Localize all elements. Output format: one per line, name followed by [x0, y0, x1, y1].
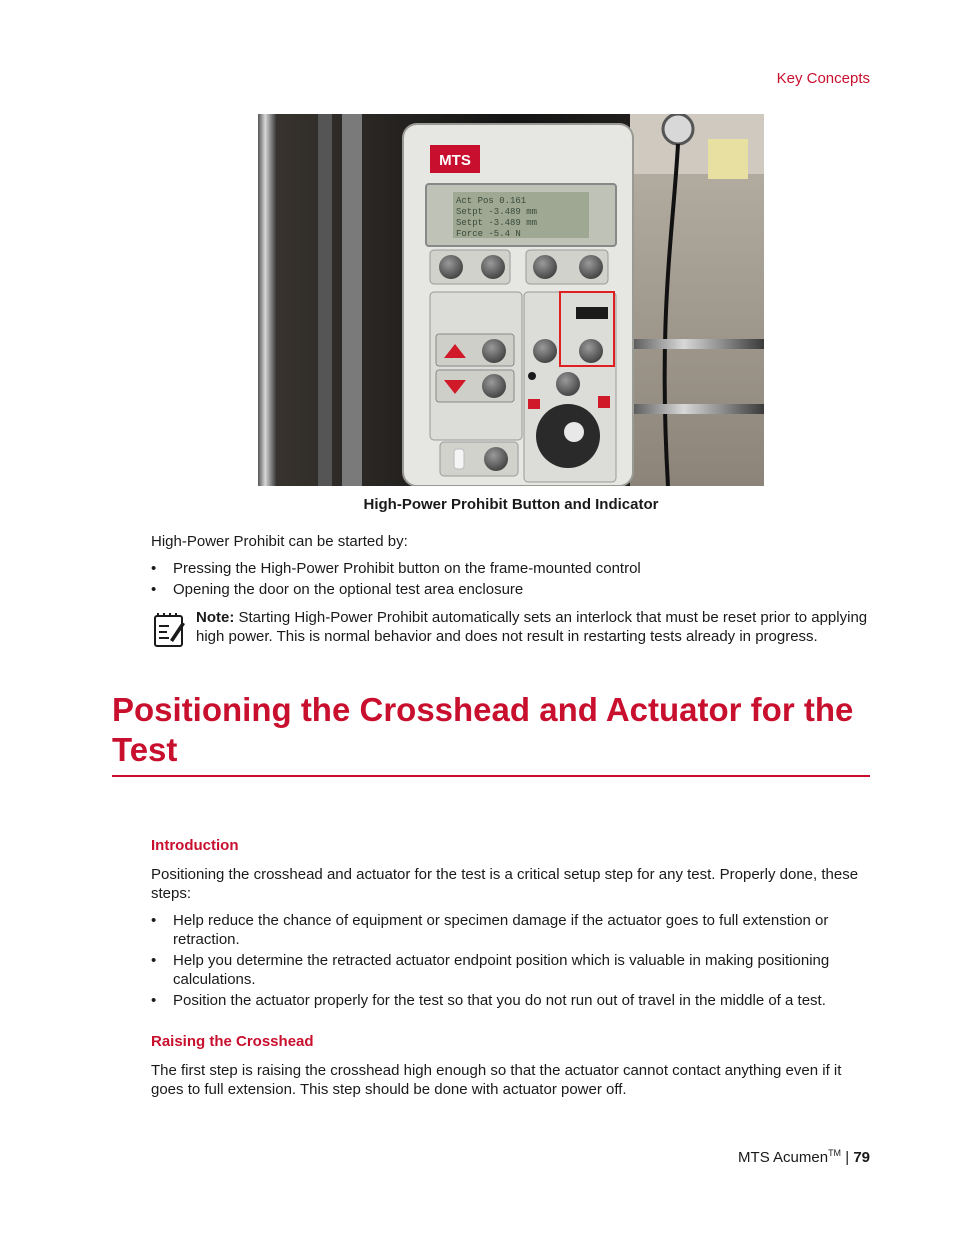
header-section-title: Key Concepts: [776, 70, 870, 87]
raising-crosshead-heading: Raising the Crosshead: [151, 1033, 314, 1050]
trademark-mark: TM: [828, 1148, 842, 1158]
figure-caption: High-Power Prohibit Button and Indicator: [363, 496, 659, 513]
footer-product: MTS Acumen: [738, 1149, 829, 1166]
list-item: • Help reduce the chance of equipment or specimen damage if the actuator goes to full extenstion or retraction.: [151, 911, 870, 949]
mts-logo-text: MTS: [439, 152, 471, 169]
note-icon: [152, 612, 186, 648]
intro-line: High-Power Prohibit can be started by:: [151, 533, 408, 550]
introduction-paragraph: Positioning the crosshead and actuator for the test is a critical setup step for any test. Properly done, these steps:: [151, 866, 859, 902]
raising-crosshead-paragraph: The first step is raising the crosshead high enough so that the actuator cannot contact anything even if it goes to full extension. This step should be done with actuator power off.: [151, 1062, 842, 1098]
list-item: • Pressing the High-Power Prohibit button on the frame-mounted control: [151, 559, 870, 578]
list-item: • Help you determine the retracted actuator endpoint position which is valuable in making positioning calculations.: [151, 951, 870, 989]
heading-rule: [112, 775, 870, 777]
start-methods-list: [151, 559, 870, 601]
note-text: [196, 608, 870, 646]
list-item: • Position the actuator properly for the test so that you do not run out of travel in the middle of a test.: [151, 991, 870, 1010]
list-item: • Opening the door on the optional test area enclosure: [151, 580, 870, 599]
note-body: Starting High-Power Prohibit automatically sets an interlock that must be reset prior to applying high power. This is normal behavior and does not result in restarting tests already in progress.: [196, 609, 868, 645]
steps-benefits-list: [151, 911, 870, 1012]
page-number: 79: [853, 1149, 870, 1166]
footer-separator: |: [845, 1149, 850, 1166]
section-heading: Positioning the Crosshead and Actuator for the Test: [112, 691, 854, 768]
controller-photo: [258, 114, 764, 486]
introduction-heading: Introduction: [151, 837, 239, 854]
page-footer: [738, 1148, 870, 1166]
svg-text:Act Pos 0.161 Setpt -3.: Act Pos 0.161 Setpt -3.489 mm Setpt -3.489 mm Force -5.4 N: [456, 196, 538, 239]
note-label: Note:: [196, 609, 235, 626]
